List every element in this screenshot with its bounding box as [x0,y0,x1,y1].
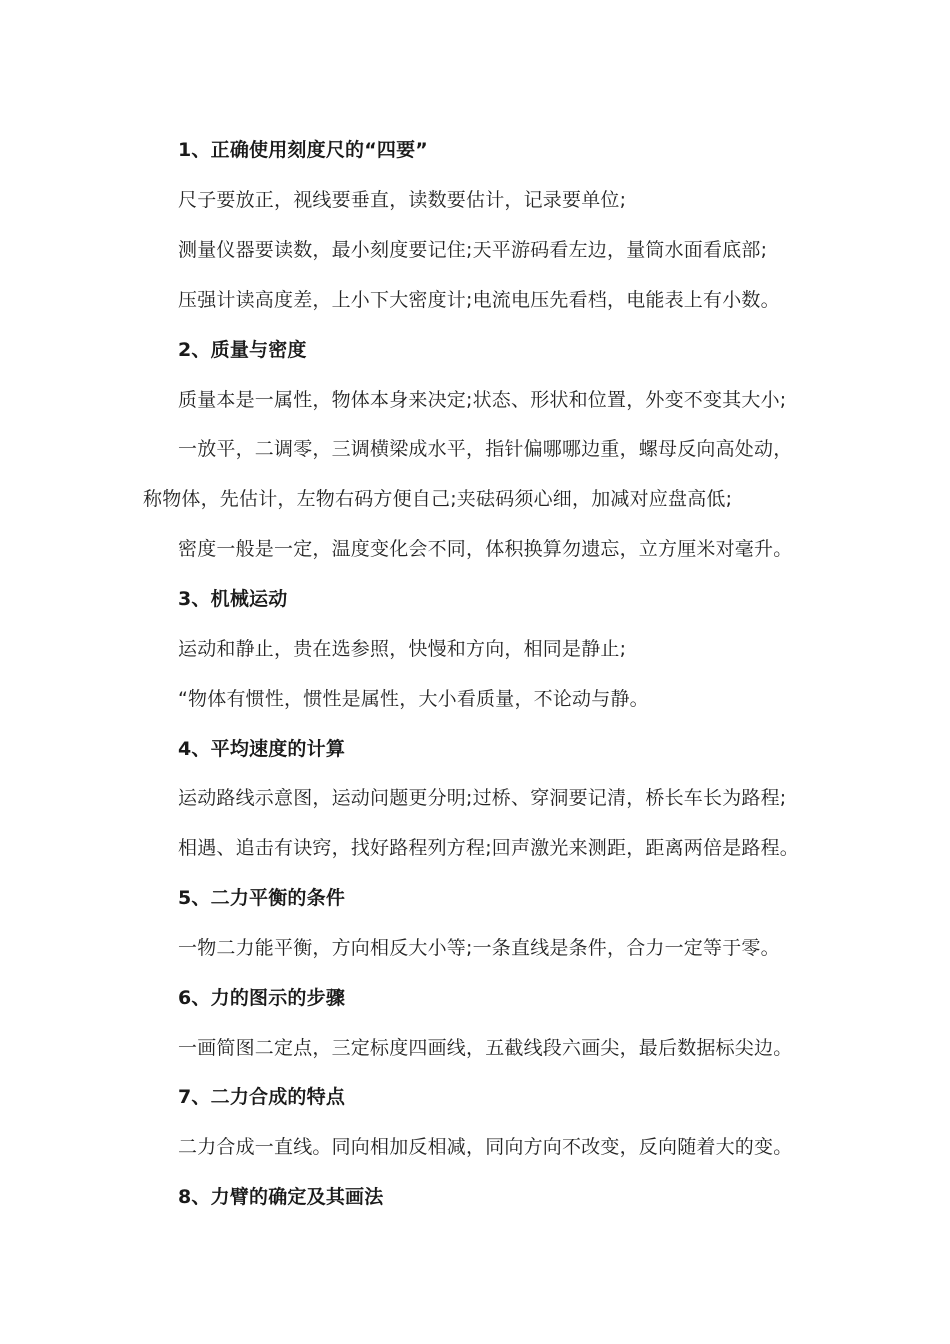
paragraph-line: 运动和静止，贵在选参照，快慢和方向，相同是静止; [178,638,627,660]
paragraph-line: 质量本是一属性，物体本身来决定;状态、形状和位置，外变不变其大小; [178,389,787,411]
paragraph-line: 尺子要放正，视线要垂直，读数要估计，记录要单位; [178,189,627,211]
paragraph-line: 相遇、追击有诀窍，找好路程列方程;回声激光来测距，距离两倍是路程。 [178,837,800,859]
section-heading-5: 5、二力平衡的条件 [178,887,346,909]
paragraph-line: 一放平，二调零，三调横梁成水平，指针偏哪哪边重，螺母反向高处动， [178,438,793,460]
section-heading-1: 1、正确使用刻度尺的“四要” [178,139,428,161]
paragraph-line-continued: 称物体，先估计，左物右码方便自己;夹砝码须心细，加减对应盘高低; [143,488,733,510]
section-heading-3: 3、机械运动 [178,588,288,610]
paragraph-line: 压强计读高度差，上小下大密度计;电流电压先看档，电能表上有小数。 [178,289,780,311]
paragraph-line: 二力合成一直线。同向相加反相减，同向方向不改变，反向随着大的变。 [178,1136,793,1158]
paragraph-line: “物体有惯性，惯性是属性，大小看质量，不论动与静。 [178,688,649,710]
section-heading-7: 7、二力合成的特点 [178,1086,346,1108]
section-heading-6: 6、力的图示的步骤 [178,987,346,1009]
paragraph-line: 密度一般是一定，温度变化会不同，体积换算勿遗忘，立方厘米对毫升。 [178,538,793,560]
paragraph-line: 一物二力能平衡，方向相反大小等;一条直线是条件，合力一定等于零。 [178,937,780,959]
section-heading-4: 4、平均速度的计算 [178,738,346,760]
section-heading-8: 8、力臂的确定及其画法 [178,1186,384,1208]
section-heading-2: 2、质量与密度 [178,339,307,361]
paragraph-line: 测量仪器要读数，最小刻度要记住;天平游码看左边，量筒水面看底部; [178,239,768,261]
paragraph-line: 运动路线示意图，运动问题更分明;过桥、穿洞要记清，桥长车长为路程; [178,787,787,809]
paragraph-line: 一画简图二定点，三定标度四画线，五截线段六画尖，最后数据标尖边。 [178,1037,793,1059]
